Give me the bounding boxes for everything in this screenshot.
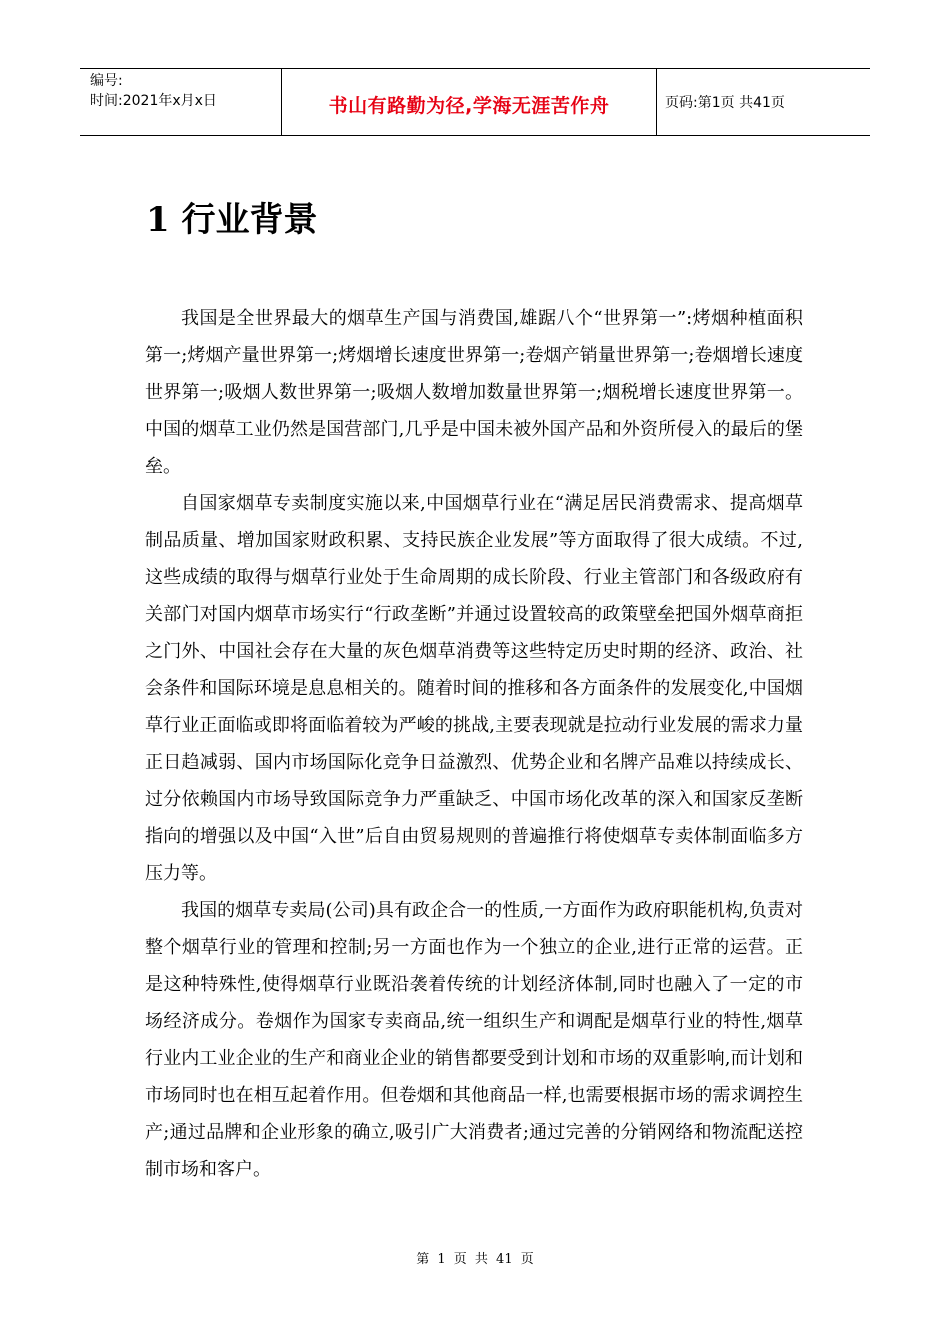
header-meta	[80, 69, 282, 135]
document-number-label: 编号:	[90, 73, 123, 89]
section-title: 1 行业背景	[146, 200, 318, 240]
document-body	[145, 300, 803, 1188]
header-page-info: 页码:第1页 共41页	[665, 95, 785, 111]
paragraph: 我国是全世界最大的烟草生产国与消费国,雄踞八个“世界第一”:烤烟种植面积第一;烤烟产量世界第一;烤烟增长速度世界第一;卷烟产销量世界第一;卷烟增长速度世界第一;吸烟人数世界第一;吸烟人数增加数量世界第一;烟税增长速度世界第一。中国的烟草工业仍然是国营部门,几乎是中国未被外国产品和外资所侵入的最后的堡垒。	[145, 308, 803, 477]
paragraph: 自国家烟草专卖制度实施以来,中国烟草行业在“满足居民消费需求、提高烟草制品质量、增加国家财政积累、支持民族企业发展”等方面取得了很大成绩。不过,这些成绩的取得与烟草行业处于生命周期的成长阶段、行业主管部门和各级政府有关部门对国内烟草市场实行“行政垄断”并通过设置较高的政策壁垒把国外烟草商拒之门外、中国社会存在大量的灰色烟草消费等这些特定历史时期的经济、政治、社会条件和国际环境是息息相关的。随着时间的推移和各方面条件的发展变化,中国烟草行业正面临或即将面临着较为严峻的挑战,主要表现就是拉动行业发展的需求力量正日趋减弱、国内市场国际化竞争日益激烈、优势企业和名牌产品难以持续成长、过分依赖国内市场导致国际竞争力严重缺乏、中国市场化改革的深入和国家反垄断指向的增强以及中国“入世”后自由贸易规则的普遍推行将使烟草专卖体制面临多方压力等。	[145, 493, 803, 884]
page-footer: 第 1 页 共 41 页	[416, 1252, 534, 1267]
document-date-label: 时间:2021年x月x日	[90, 93, 217, 109]
page-header	[80, 68, 870, 136]
paragraph: 我国的烟草专卖局(公司)具有政企合一的性质,一方面作为政府职能机构,负责对整个烟草行业的管理和控制;另一方面也作为一个独立的企业,进行正常的运营。正是这种特殊性,使得烟草行业既沿袭着传统的计划经济体制,同时也融入了一定的市场经济成分。卷烟作为国家专卖商品,统一组织生产和调配是烟草行业的特性,烟草行业内工业企业的生产和商业企业的销售都要受到计划和市场的双重影响,而计划和市场同时也在相互起着作用。但卷烟和其他商品一样,也需要根据市场的需求调控生产;通过品牌和企业形象的确立,吸引广大消费者;通过完善的分销网络和物流配送控制市场和客户。	[145, 900, 803, 1180]
header-motto: 书山有路勤为径,学海无涯苦作舟	[282, 69, 657, 135]
